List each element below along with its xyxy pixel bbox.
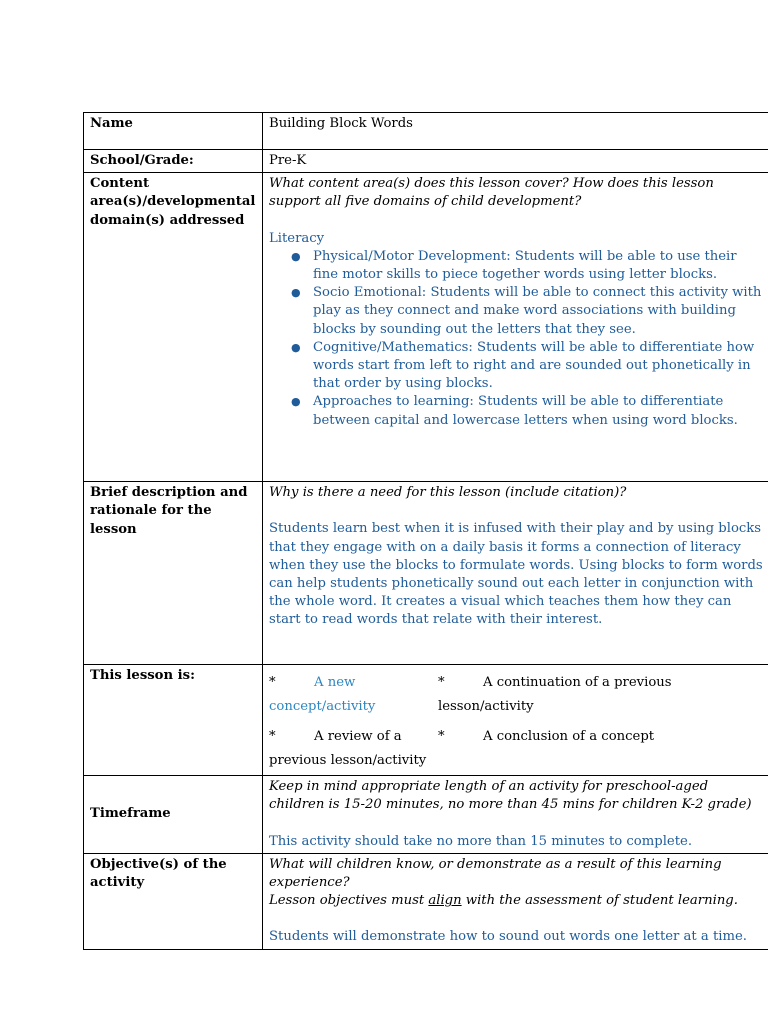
lesson-plan-table — [83, 112, 768, 950]
content-area-subject: Literacy — [269, 230, 325, 246]
content-area-row — [84, 173, 768, 482]
lesson-option-conclusion: * A conclusion of a concept — [438, 729, 655, 745]
rationale-prompt: Why is there a need for this lesson (include citation)? — [269, 485, 627, 501]
objectives-prompt: What will children know, or demonstrate as a result of this learning experience? — [269, 856, 722, 891]
domain-bullet-physical: ● Physical/Motor Development: Students will be able to use their fine motor skills to piece together words using letter blocks. — [313, 248, 763, 284]
domain-list — [269, 248, 763, 430]
lesson-option-review: * A review of a previous lesson/activity — [269, 729, 427, 769]
timeframe-prompt: Keep in mind appropriate length of an activity for preschool-aged children is 15-20 minutes, no more than 45 mins for children K-2 grade) — [269, 779, 752, 813]
school-grade-label: School/Grade: — [84, 150, 263, 173]
objectives-cell — [263, 853, 768, 949]
rationale-text: Students learn best when it is infused with their play and by using blocks that they engage with on a daily basis it forms a connection of literacy when they use the blocks to formulate words. Using blocks to form words can help students phonetically sound out each letter in conjunction with the whole word. It creates a visual which teaches them how they can start to read words that relate with their interest. — [269, 521, 763, 628]
lesson-option-conclusion-text: A conclusion of a concept — [483, 729, 655, 745]
domain-bullet-socio-emotional: ● Socio Emotional: Students will be able to connect this activity with play as they connect and make word associations with building blocks by sounding out the letters that they see. — [313, 284, 763, 339]
lesson-option-continuation-text: A continuation of a previous lesson/activity — [438, 675, 672, 715]
align-underlined-word: align — [428, 893, 462, 909]
lesson-type-label: This lesson is: — [84, 665, 263, 776]
lesson-option-continuation: * A continuation of a previous lesson/activity — [438, 675, 672, 715]
lesson-option-new: * A new concept/activity — [269, 675, 376, 715]
timeframe-text: This activity should take no more than 15 minutes to complete. — [269, 833, 693, 849]
objectives-alignment-note: Lesson objectives must align with the assessment of student learning. — [269, 893, 738, 909]
lesson-type-row — [84, 665, 768, 776]
domain-bullet-approaches: ● Approaches to learning: Students will be able to differentiate between capital and lowercase letters when using word blocks. — [313, 393, 763, 429]
objectives-label: Objective(s) of the activity — [84, 853, 263, 949]
lesson-type-cell — [263, 665, 768, 776]
rationale-cell — [263, 482, 768, 665]
objectives-text: Students will demonstrate how to sound out words one letter at a time. — [269, 929, 747, 945]
name-row — [84, 113, 768, 150]
rationale-row — [84, 482, 768, 665]
domain-bullet-cognitive: ● Cognitive/Mathematics: Students will be able to differentiate how words start from left to right and are sounded out phonetically in that order by using blocks. — [313, 339, 763, 394]
timeframe-cell — [263, 776, 768, 854]
objectives-row — [84, 853, 768, 949]
content-area-cell — [263, 173, 768, 482]
lesson-name-value: Building Block Words — [263, 113, 768, 150]
content-area-label: Content area(s)/developmental domain(s) addressed — [84, 173, 263, 482]
school-grade-value: Pre-K — [263, 150, 768, 173]
school-grade-row — [84, 150, 768, 173]
timeframe-label: Timeframe — [84, 776, 263, 854]
content-area-prompt: What content area(s) does this lesson cover? How does this lesson support all five domains of child development? — [269, 176, 714, 210]
timeframe-row — [84, 776, 768, 854]
name-label: Name — [84, 113, 263, 150]
rationale-label: Brief description and rationale for the lesson — [84, 482, 263, 665]
lesson-option-review-text: A review of a previous lesson/activity — [269, 729, 427, 769]
lesson-option-new-text: A new concept/activity — [269, 675, 376, 715]
